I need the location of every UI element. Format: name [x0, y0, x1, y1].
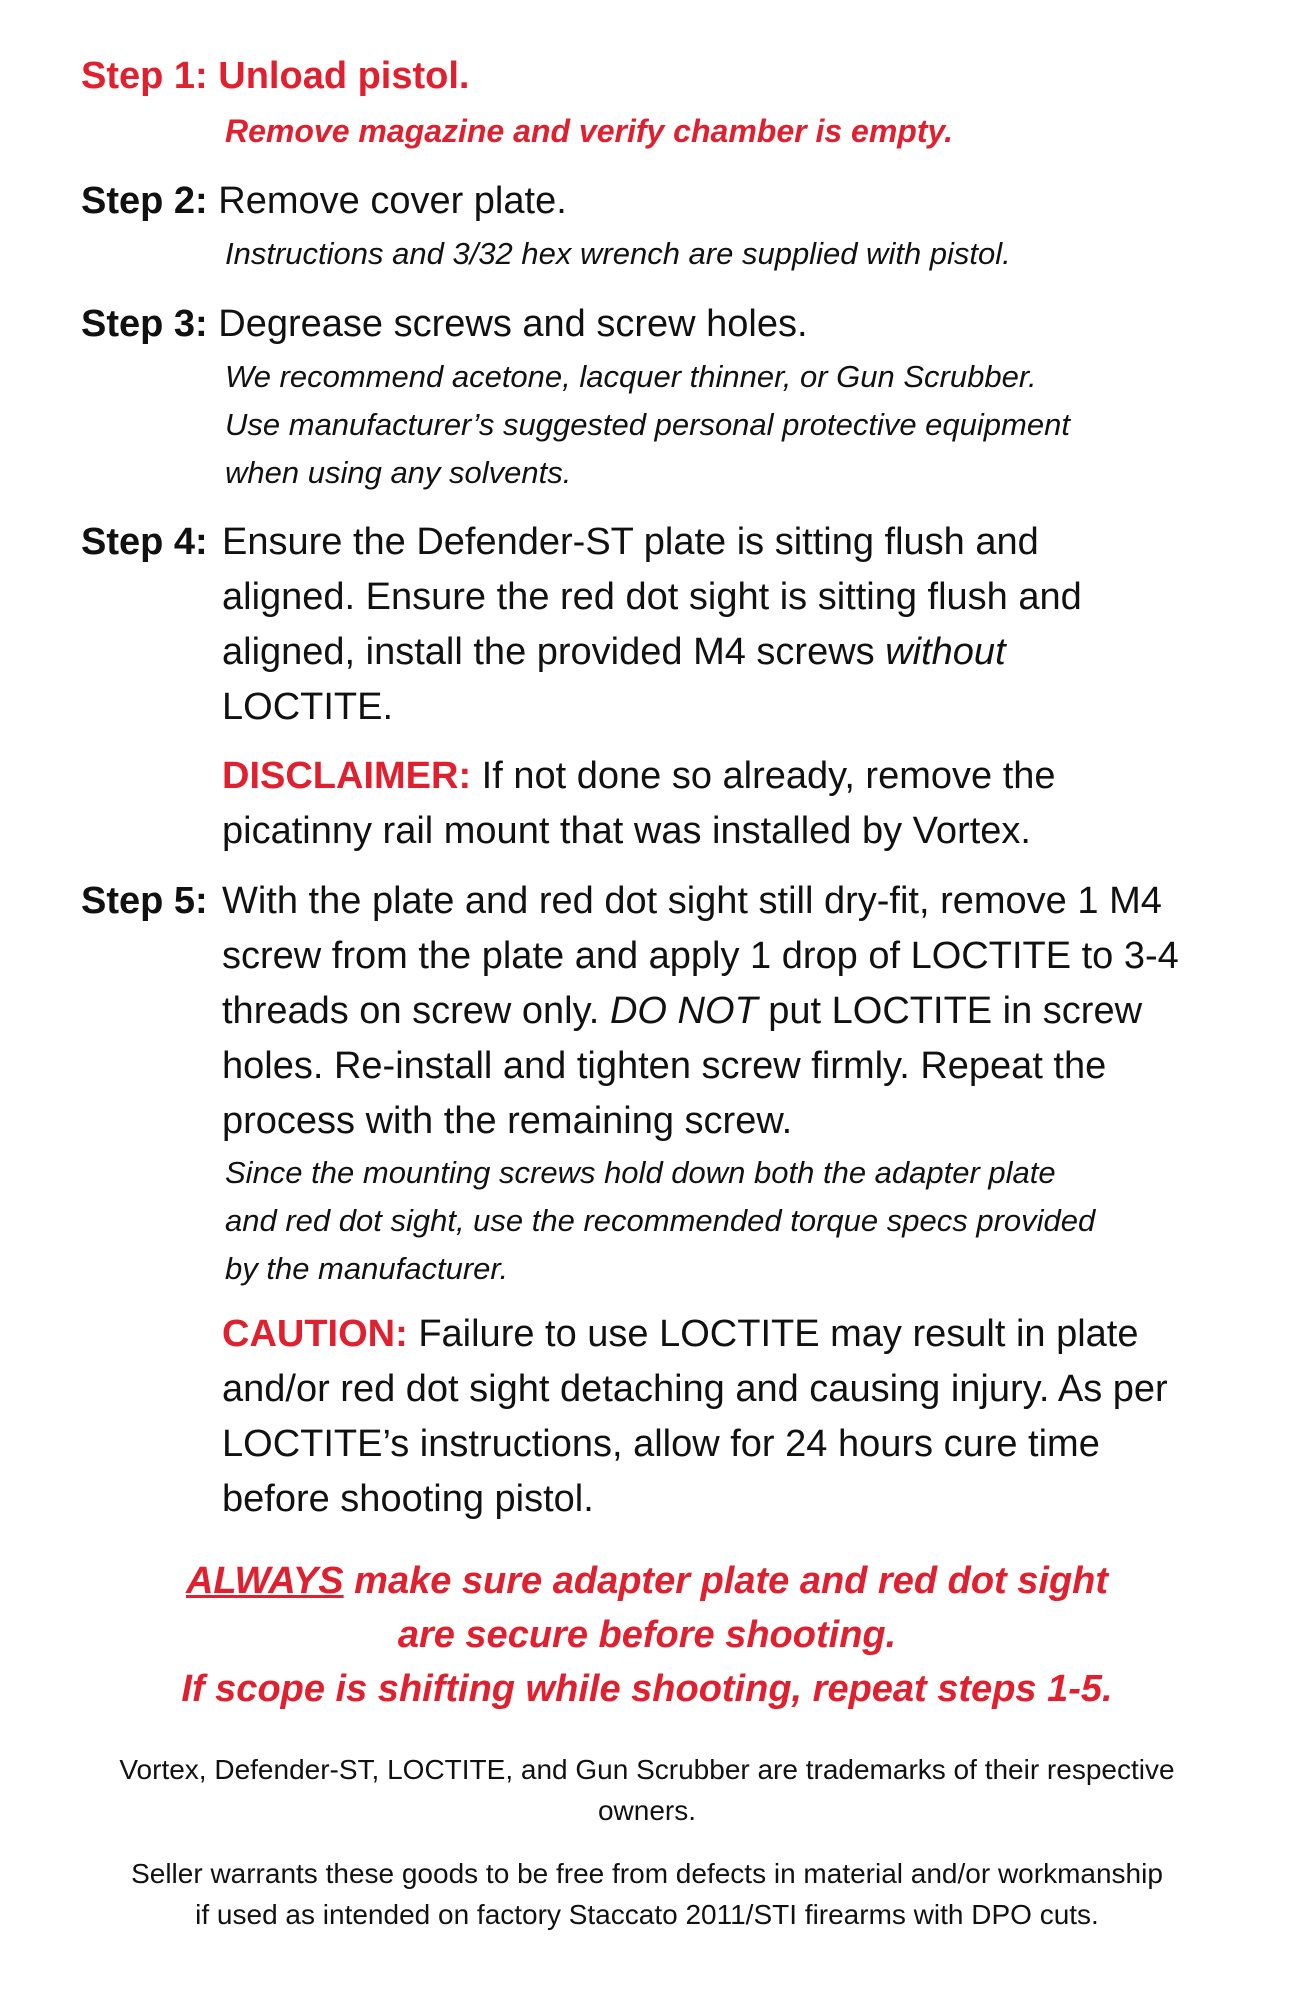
warning-line: If scope is shifting while shooting, repeat steps 1-5.	[181, 1668, 1113, 1710]
step-5-line: With the plate and red dot sight still dry-fit, remove 1 M4	[222, 880, 1162, 922]
caution-label: CAUTION:	[222, 1313, 408, 1355]
disclaimer-line	[222, 749, 1056, 804]
step-2-title: Remove cover plate.	[218, 180, 567, 222]
step-5-note-line: Since the mounting screws hold down both the adapter plate	[225, 1155, 1056, 1190]
trademark-line: Vortex, Defender-ST, LOCTITE, and Gun Scrubber are trademarks of their respective	[119, 1754, 1175, 1785]
step-3-note	[225, 353, 1070, 497]
step-3-note-line: Use manufacturer’s suggested personal protective equipment	[225, 407, 1070, 442]
step-2-heading	[81, 174, 567, 228]
caution-line: LOCTITE’s instructions, allow for 24 hours cure time	[222, 1423, 1100, 1465]
step-4-line: Ensure the Defender-ST plate is sitting flush and	[222, 521, 1039, 563]
step-3-note-line: We recommend acetone, lacquer thinner, or Gun Scrubber.	[225, 359, 1037, 394]
step-4-heading	[81, 515, 208, 569]
step-4-line3-text: aligned, install the provided M4 screws	[222, 631, 886, 673]
step-5-heading	[81, 874, 208, 928]
step-3-label: Step 3:	[81, 303, 208, 345]
trademark-line: owners.	[597, 1795, 697, 1826]
step-4-line	[222, 625, 1082, 680]
step-5-note-line: by the manufacturer.	[225, 1251, 509, 1286]
step-5-label: Step 5:	[81, 880, 208, 922]
step-5-emphasis: DO NOT	[609, 990, 758, 1032]
disclaimer-label: DISCLAIMER:	[222, 755, 472, 797]
step-4-line: LOCTITE.	[222, 686, 394, 728]
warning-emphasis: ALWAYS	[185, 1560, 344, 1602]
caution-line: before shooting pistol.	[222, 1478, 594, 1520]
step-4-line: aligned. Ensure the red dot sight is sitting flush and	[222, 576, 1082, 618]
disclaimer-line: picatinny rail mount that was installed by Vortex.	[222, 810, 1031, 852]
step-4-emphasis: without	[885, 631, 1006, 673]
step-1-note: Remove magazine and verify chamber is empty.	[225, 113, 953, 149]
step-3-title: Degrease screws and screw holes.	[218, 303, 808, 345]
step-1-heading	[81, 49, 469, 103]
step-1-title: Unload pistol.	[218, 55, 470, 97]
warning-line: are secure before shooting.	[397, 1614, 897, 1656]
caution-line	[222, 1307, 1168, 1362]
step-5-line: holes. Re-install and tighten screw firmly. Repeat the	[222, 1045, 1107, 1087]
step-5-line3-pre: threads on screw only.	[222, 990, 610, 1032]
disclaimer-text: If not done so already, remove the	[471, 755, 1056, 797]
step-3-note-line: when using any solvents.	[225, 455, 572, 490]
trademark-notice	[0, 1749, 1294, 1831]
step-4-body	[222, 515, 1082, 735]
step-5-line3-post: put LOCTITE in screw	[757, 990, 1143, 1032]
step-5-note	[225, 1149, 1095, 1293]
caution-text: Failure to use LOCTITE may result in plate	[407, 1313, 1139, 1355]
caution-line: and/or red dot sight detaching and causing injury. As per	[222, 1368, 1168, 1410]
step-3-heading	[81, 297, 808, 351]
step-5-body	[222, 874, 1179, 1149]
step-5-line	[222, 984, 1179, 1039]
step-1-label: Step 1:	[81, 55, 208, 97]
step-2-label: Step 2:	[81, 180, 208, 222]
step-4-disclaimer	[222, 749, 1056, 859]
step-2-note: Instructions and 3/32 hex wrench are supplied with pistol.	[225, 236, 1011, 271]
warning-line1-text: make sure adapter plate and red dot sight	[343, 1560, 1109, 1602]
step-5-line: screw from the plate and apply 1 drop of LOCTITE to 3-4	[222, 935, 1179, 977]
step-4-label: Step 4:	[81, 521, 208, 563]
safety-warning	[0, 1554, 1294, 1716]
step-5-note-line: and red dot sight, use the recommended torque specs provided	[225, 1203, 1096, 1238]
warranty-line: if used as intended on factory Staccato 2011/STI firearms with DPO cuts.	[195, 1899, 1099, 1930]
warning-line	[0, 1554, 1294, 1608]
warranty-line: Seller warrants these goods to be free from defects in material and/or workmanship	[131, 1858, 1163, 1889]
warranty-notice	[0, 1853, 1294, 1935]
step-5-line: process with the remaining screw.	[222, 1100, 793, 1142]
step-5-caution	[222, 1307, 1168, 1527]
